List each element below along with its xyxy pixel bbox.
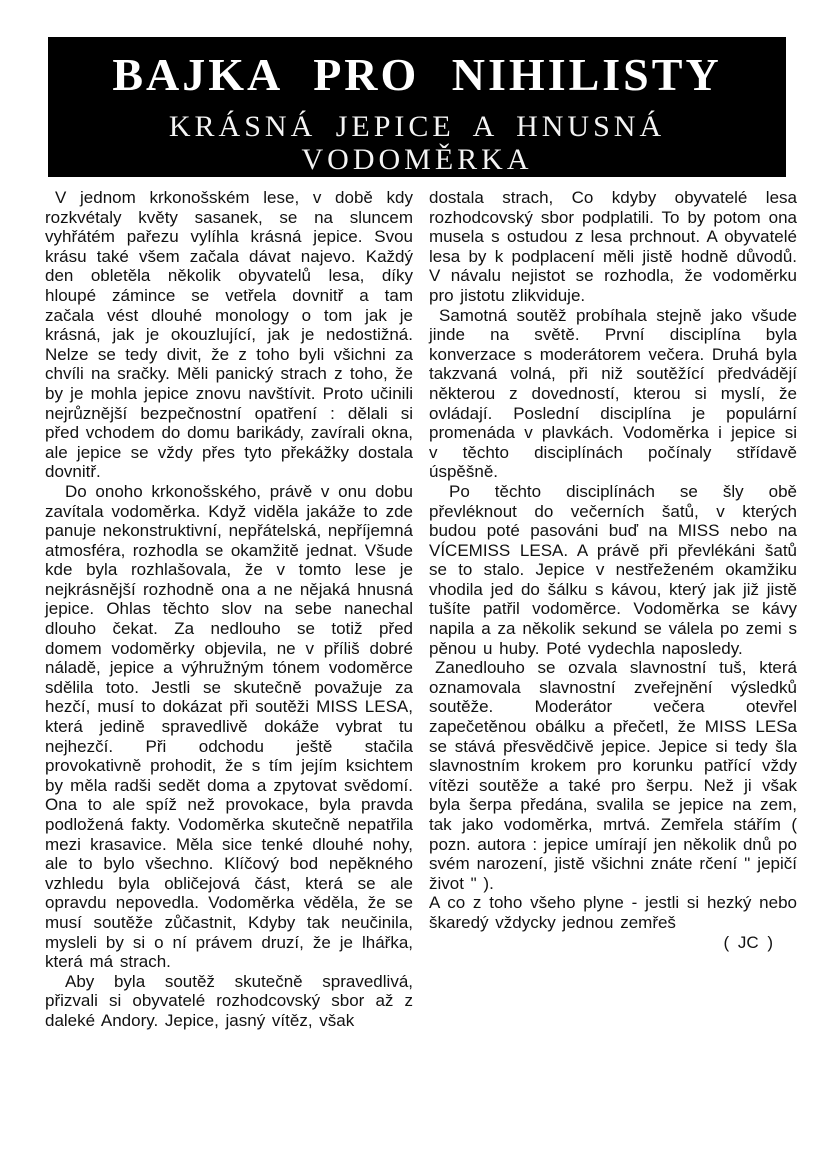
right-column — [429, 188, 797, 1031]
paragraph-vodomerka-arrives: Do onoho krkonošského, právě v onu dobu zavítala vodoměrka. Když viděla jakáže to zde panuje nekonstruktivní, nepřátelská, nepříjemná atmosféra, rozhodla se okamžitě jednat. Všude kde byla rozhlašovala, že v tomto lese je nejkrásnější rozhodně ona a ne nějaká hnusná jepice. Ohlas těchto slov na sebe nanechal dlouho čekat. Za nedlouho se totiž před domem vodoměrky objevila, ne v příliš dobré náladě, jepice a výhružným tónem vodoměrce sdělila toto. Jestli se skutečně považuje za hezčí, musí to dokázat při soutěži MISS LESA, která jedině spravedlivě dokáže vybrat tu nejhezčí. Při odchodu ještě stačila provokativně prohodit, že s tím jejím ksichtem by měla radši sedět doma a zpytovat svědomí. Ona to ale spíž než provokace, byla pravda podložená fakty. Vodoměrka skutečně nepatřila mezi krasavice. Měla sice tenké dlouhé nohy, ale to bylo všechno. Klíčový bod nepěkného vzhledu byla obličejová část, která se ale opravdu nepovedla. Vodoměrka věděla, že se musí soutěže zůčastnit, Kdyby tak neučinila, mysleli by si o ní právem druzí, že je lhářka, která má strach. — [45, 481, 413, 972]
document-header — [48, 37, 786, 177]
page-subtitle: KRÁSNÁ JEPICE A HNUSNÁ VODOMĚRKA — [168, 109, 666, 176]
left-column — [45, 188, 413, 1031]
paragraph-jury-continued: dostala strach, Co kdyby obyvatelé lesa rozhodcovský sbor podplatili. To by potom ona musela s ostudou z lesa prchnout. A obyvatelé lesa by k podplacení měli jistě hodně důvodů. V návalu nejistot se rozhodla, že vodoměrku pro jistotu zlikviduje. — [429, 188, 797, 305]
paragraph-contest: Samotná soutěž probíhala stejně jako všude jinde na světě. První disciplína byla konverzace s moderátorem večera. Druhá byla takzvaná volná, při niž soutěžící předvádějí některou z dovedností, kterou si myslí, že ovládají. Poslední disciplína je populární promenáda v plavkách. Vodoměrka i jepice si v těchto disciplínách počínaly střídavě úspěšně. — [429, 305, 797, 482]
paragraph-intro: V jednom krkonošském lese, v době kdy rozkvétaly květy sasanek, se na sluncem vyhřátém pařezu vylíhla krásná jepice. Svou krásu také všem začala dávat najevo. Každý den obletěla několik obyvatelů lesa, díky hloupé zámince se vetřela dovnitř a tam začala vést dlouhé monology o tom jak je krásná, jak je okouzlující, jak je nedostižná. Nelze se tedy divit, že z toho byli všichni za chvíli na sračky. Měli panický strach z toho, že by je mohla jepice znovu navštívit. Proto učinili nejrůznější bezpečnostní opatření : dělali si před vchodem do domu barikády, zavírali okna, ale jepice se vždy přes tyto překážky dostala dovnitř. — [45, 188, 413, 482]
paragraph-poisoning: Po těchto disciplínách se šly obě převléknout do večerních šatů, v kterých budou poté pasováni buď na MISS nebo na VÍCEMISS LESA. A právě při převlékáni šatů se to stalo. Jepice v nestřeženém okamžiku vhodila jed do šálku s kávou, který jak již jistě tušíte patřil vodoměrce. Vodoměrka se kávy napila a za několik sekund se válela po zemi s pěnou u huby. Poté vydechla naposledy. — [429, 481, 797, 658]
page-title: BAJKA PRO NIHILISTY — [112, 49, 722, 100]
article-body — [45, 188, 797, 1031]
author-initials: ( JC ) — [723, 932, 773, 952]
paragraph-moral: A co z toho všeho plyne - jestli si hezký nebo škaredý vždycky jednou zemřeš — [429, 893, 797, 932]
paragraph-results: Zanedlouho se ozvala slavnostní tuš, která oznamovala slavnostní zveřejnění výsledků soutěže. Moderátor večera otevřel zapečetěnou obálku a přečetl, že MISS LESa se stává přesvědčivě jepice. Jepice si tedy šla slavnostním krokem pro korunku patřící vždy vítězi soutěže a také pro šerpu. Než ji však byla šerpa předána, svalila se jepice na zem, tak jako vodoměrka, mrtvá. Zemřela stářím ( pozn. autora : jepice umírají jen několik dnů po svém narození, jistě všichni znáte rčení " jepičí život " ). — [429, 658, 797, 893]
paragraph-jury: Aby byla soutěž skutečně spravedlivá, přizvali si obyvatelé rozhodcovský sbor až z daleké Andory. Jepice, jasný vítěz, však — [45, 971, 413, 1030]
